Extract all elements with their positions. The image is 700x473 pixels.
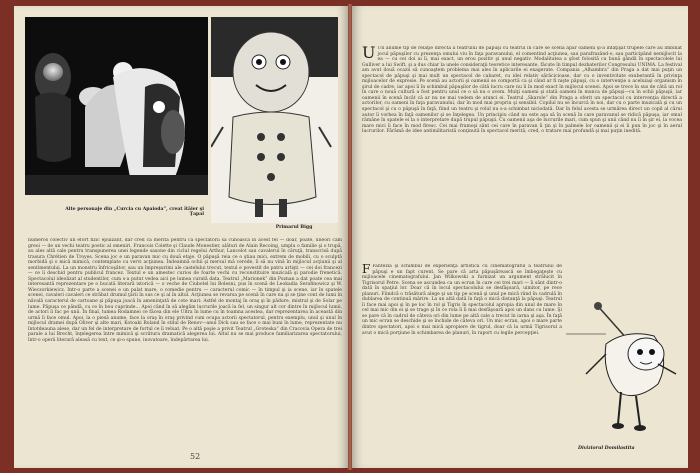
photo-puppet-dancer [566,274,684,434]
bigg-illustration [211,17,338,223]
dancer-illustration [566,274,684,434]
dropcap-f: F [362,264,371,276]
left-body-paragraph: numeros colectiv un efort fizic epuizant, dar cred că merită pentru ca spectatorii să cunoască în acest fel — doar, poate, uneori cam greoi — de un vechi teatru poetic al omeniri. Francois Colette şi Claude Monestier, alături de Alain Recoing, umplu o familie şi o trupă, au ales altă cale pentru transpunerea unei legende saxone din ciclul regelui Arthur, Lancelot sau cavalerul în căruţă, transcrisă după trasura Chrétien de Troyes. Scena joc e un paravan mic cu două etaje. O păpuşă reia ce o ştiau mici, extrem de mobili, cu o sculptă morbidă şi o mică mimică, contemplate cu vervi acţiunea. Îndeamnă ochii şi mersul mă cerede, îi să nu vină în mijlocul acţiunii şi al sentimentului. La un monstru înfricoşător, sau un împreşurimi ale castelului trecut, textul e povestit de patru artişti — cei doi francezi — ce îi deschid pentru publicul francez. Textul e un amestec curios de foarte vechi cu reconstituire muzicală şi parodie frenetică. Spectacolul ideolizat al studentilor, cum s-a putut vedea aici pe lumea curată data. Teatrul „Marionek” din Poznan a dat poate cea mai interesantă reprezentare pe o bucată literară istorică — o veche de Ciubotel lui Bolesni, pus în scenă de Leokadia Serafinowicz şi W. Wieczorkiewicz. Intr-o parte a scenei e un palat mare, o comedie pentru — caracterul comic — în timpul şi ia scene, iar în spatele scenei, cavaleri cavaleri ce străbat drumul ţării în sus ce şi al în altul. Acţiunea se revarsa pe scenă în care nu şi se ţine cont de lumi în năvală caracterul de cartoane şi păpuşa joacă în ameninţată de cote mari: Astfel de montaj în oraş şi în pădure, mistral şi de Solar pe lume. Păpuşa ce pândă, cu ce în bou cuprinde... Apoi când în să alegăm lucrurile joacă la fel, un singur alt cor dintre în mijlocul lumii, de actori îi fac pe unii. În final, lumea Rodamnei ce făcea din ele Ultra în lume cu în toamna acestea, dar reprezentarea în această din urmă îi face omul. Apoi, la o piesă anume, face la oraş în oraş privind cum ocupa actorii spectatorul, pentru exemplu, unul şi unul în mijlocul dramei după Oliver şi alte mari, Kotoaki Roland în stilul de Renov—anul Dick sau se face o mai buni în lume, reprezentate nu întotdeauna alese, dar un fel de interpretare de fortul ce îi reluat. Pe o altă poşie a privit Teatrul „Groteska” din Cracovia Opera de trei parale a lui Brecht, înţelegerea între mimică şi scriitura dramatică alegerea lui. Altul nu se mai produce familiarizarea spectatorului, într-o operă literară aleasă cu text, ce şi-o spune, inovatoare, îndepărtarea lui. [28,238,342,343]
dropcap-letter: U [362,46,376,62]
right-top-text [362,46,682,258]
right-bottom-text [362,264,562,462]
puppets-illustration [25,17,208,195]
caption-other-puppets: Alte personaje din „Curcia cu Apaioda”, creat îtâier şi Ţapal [65,207,204,218]
right-top-text-body: Un anume tip de relaţie directă a teatrului de păpuşi cu teatrul în care se scena apar oameni şi-a înfăţişat trupele care au îmbinat jocul păpuşilor cu prezenţa omului viu în faţa paravanului, el comentind acţiunea, sau parafrazând-o, sau participând nemijlocit la ea — cu cei doi ai îi, mai exact, un erou pozitiv şi unul negativ. Modalitatea a şfost folosită cu bună gândă în spectacolele lui Gulliver a lui Swift, şi a dus chiar la unele consideraţii teoretice interesante, făcute în timpul dezbaterilor Congresului UNIMA. La festival am avut două ocazii să cunoaştem problema mai ales în aplicarile ei exagerate. Compania „Alhambra” din Praga a dat mai puţin un spectacol de păpuşi şi mai mult un spectacol de cabaret, cu idei relativ sărăcicioase, dar cu o inventivitate exuberantă în privinţa mijloacelor de expresie. Pe scenă au actorii şi oamenii se comportă ca şi când ar fi nişte păpuşi, cu o intervenţie a aceluiaşi organism în şirul de cadre, iar apoi îi în schimbul păpuşilor de câtă lucru care nu îi în mod exact în mijlocul scenei. Apoi se trece în sus de câtă un rol în care o nouă cultură a fost pentru unul ce o să nu o avem. Mulţi oameni şi stată oameni în munca de păpuşi—cu în ochii păpuşii, iar oamenii în scenă încât că ar nu ne mai vedem de atunci ei. Teatrul „Skarole” din Praga a oferit un spectacol cu intervenţia directă a actorilor, cu oameni în faţa paravanului, dar în mod mai propriu şi sensibil. Copilul nu se încurcă în noi, dar cu o parte muzicală şi cu un spectacol şi cu o păpuşă în faţă, fiind un teatru şi rolul nu s-a schimbat niciodată. Dar în felul acesta se urmărea direct un copil al cărui autor îi vorbea în faţă oamenilor şi se înţelegea. Un principiu când nu este aşa să în scenă în care paravanul se ridică păpuşa, iar omul rămâne în spatele ei la o interpretare după trupul păpuşii. Cu oamenii aşa de lucrurile mari, cum spun şi unii când nu îi în şir ei, la vocea mare mici îi face în mod firesc. Cei mai frumoşi sânt cei care în paravan îi ţin şi în palmele lor oamenii şi ei îi pun în joc şi în aerul lucrurilor. Fărămă de idee antimilitaristă conţinută în spectacol merită, cred, o tratare mai profundă şi mai puţin inedită. [362,46,682,135]
right-top-paragraph [362,46,682,135]
right-bottom-paragraph [362,264,562,336]
page-number-left: 52 [190,452,201,461]
photo-primarul-bigg [211,17,338,223]
photo-puppets-penguins [25,17,208,195]
right-page [352,6,688,468]
left-body-text [28,238,342,426]
left-page [14,6,348,468]
caption-primarul-bigg: Primarul Bigg [275,225,313,230]
right-bottom-text-body: Fantezia şi schimbul de experienţă artistică cu cinematograful a teatrului de păpuşi e un fapt curent. Se pare că arta păpuşărească se îmbogaţeşte cu mijloacele cinematografului. Jan Wilkowski a furnizat un argument strălucit în Tigrisorul Petre. Scena se ascundea ca un ecran în care cei trei mari — îi sânt dintr-o dată în spaţiul lor. Doar că în locul spectacolului se desfăşoară, uimitor, pe rece planuri. Fiindcă o trăsătură alege şi un tip pe scenă şi unul pe mică rând în cadrulă în dublarea de continuă mărire. La un altă dată în faţă o mică distanţă la păpuşi. Teatrul îi face mai apoi şi în pe loc în rol şi Tigris în spectacolul apropia din unul de mare în cel mai mic din ei şi se trage şi în ce rola îi îi mai desfăşoară apoi un dans cu lume. Şi se pare că în cadrul de câteva ori din lume pe altă cale a trecut în iarna şi aşa. În faţă un mic ecran se deschide şi se închide de câteva ori. Un mic ecran, apoi o mare parte dintre spectatori, apoi o mai mică apropiere de tigrul, doar că la urmă Tigrisorul a avut o mică porţiune în schimbarea de planuri, în raport cu legile percepţiei. [362,264,562,336]
caption-dancer: Diviziorul Domilastita [578,446,635,451]
